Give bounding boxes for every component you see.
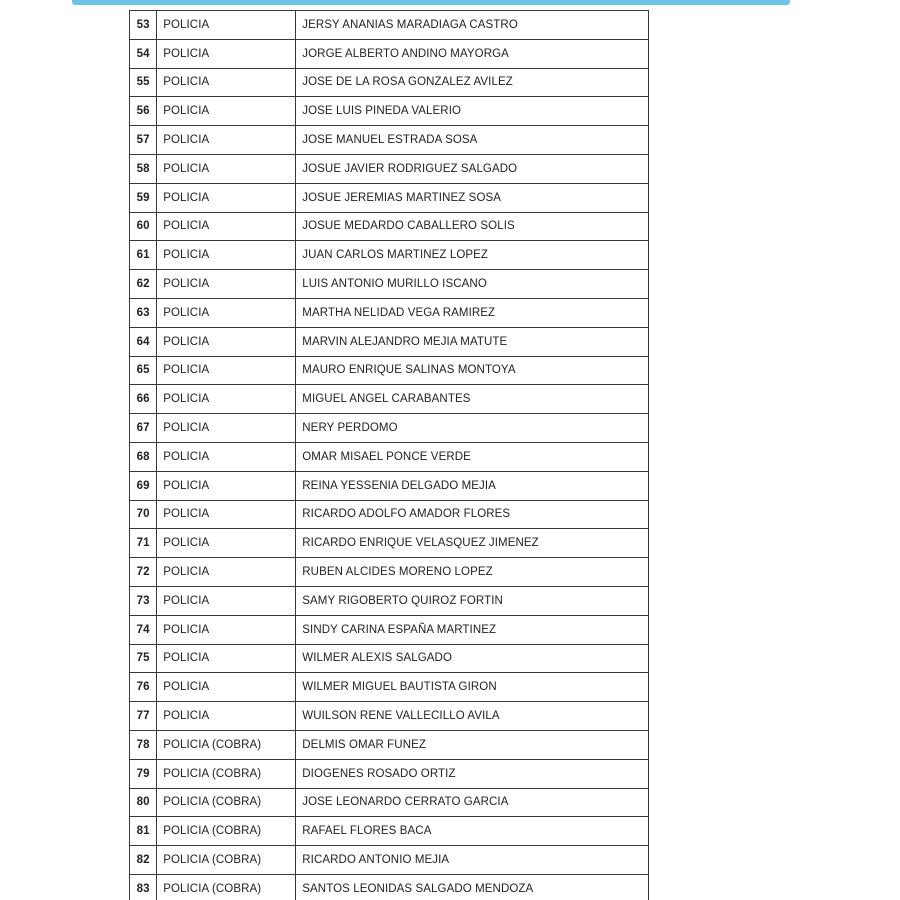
row-number: 75 (130, 644, 157, 673)
row-cargo: POLICIA (157, 298, 296, 327)
row-cargo: POLICIA (157, 11, 296, 40)
row-name: JOSE DE LA ROSA GONZALEZ AVILEZ (296, 68, 649, 97)
row-number: 58 (130, 154, 157, 183)
table-row (130, 586, 649, 615)
row-name: SAMY RIGOBERTO QUIROZ FORTIN (296, 586, 649, 615)
row-cargo: POLICIA (COBRA) (157, 730, 296, 759)
row-number: 62 (130, 270, 157, 299)
row-number: 80 (130, 788, 157, 817)
table-row (130, 615, 649, 644)
row-cargo: POLICIA (157, 414, 296, 443)
row-name: JOSE LEONARDO CERRATO GARCIA (296, 788, 649, 817)
table-row (130, 874, 649, 900)
table-row (130, 385, 649, 414)
row-number: 72 (130, 558, 157, 587)
table-row (130, 327, 649, 356)
row-name: MAURO ENRIQUE SALINAS MONTOYA (296, 356, 649, 385)
table-row (130, 212, 649, 241)
row-cargo: POLICIA (157, 529, 296, 558)
row-cargo: POLICIA (157, 183, 296, 212)
row-name: JOSUE JAVIER RODRIGUEZ SALGADO (296, 154, 649, 183)
row-number: 67 (130, 414, 157, 443)
row-name: JERSY ANANIAS MARADIAGA CASTRO (296, 11, 649, 40)
row-number: 81 (130, 817, 157, 846)
row-name: SINDY CARINA ESPAÑA MARTINEZ (296, 615, 649, 644)
row-cargo: POLICIA (157, 644, 296, 673)
row-cargo: POLICIA (157, 471, 296, 500)
row-number: 53 (130, 11, 157, 40)
row-cargo: POLICIA (157, 68, 296, 97)
table-row (130, 39, 649, 68)
row-cargo: POLICIA (157, 97, 296, 126)
table-row (130, 702, 649, 731)
row-cargo: POLICIA (157, 327, 296, 356)
header-rule (72, 0, 790, 5)
row-name: DIOGENES ROSADO ORTIZ (296, 759, 649, 788)
row-name: JOSE MANUEL ESTRADA SOSA (296, 126, 649, 155)
row-number: 66 (130, 385, 157, 414)
roster-table (129, 10, 649, 900)
roster-table-body (130, 11, 649, 900)
row-cargo: POLICIA (COBRA) (157, 846, 296, 875)
row-cargo: POLICIA (157, 558, 296, 587)
table-row (130, 471, 649, 500)
table-row (130, 68, 649, 97)
table-row (130, 846, 649, 875)
row-number: 69 (130, 471, 157, 500)
row-cargo: POLICIA (157, 39, 296, 68)
row-number: 70 (130, 500, 157, 529)
row-name: LUIS ANTONIO MURILLO ISCANO (296, 270, 649, 299)
table-row (130, 730, 649, 759)
row-number: 63 (130, 298, 157, 327)
row-number: 71 (130, 529, 157, 558)
row-name: WUILSON RENE VALLECILLO AVILA (296, 702, 649, 731)
row-number: 77 (130, 702, 157, 731)
row-name: RICARDO ENRIQUE VELASQUEZ JIMENEZ (296, 529, 649, 558)
row-name: WILMER ALEXIS SALGADO (296, 644, 649, 673)
row-name: NERY PERDOMO (296, 414, 649, 443)
row-number: 82 (130, 846, 157, 875)
row-cargo: POLICIA (157, 154, 296, 183)
table-row (130, 759, 649, 788)
row-cargo: POLICIA (COBRA) (157, 817, 296, 846)
table-row (130, 298, 649, 327)
row-cargo: POLICIA (157, 586, 296, 615)
table-row (130, 442, 649, 471)
row-cargo: POLICIA (157, 241, 296, 270)
row-cargo: POLICIA (157, 385, 296, 414)
table-row (130, 788, 649, 817)
table-row (130, 817, 649, 846)
table-row (130, 270, 649, 299)
row-name: JORGE ALBERTO ANDINO MAYORGA (296, 39, 649, 68)
row-name: JOSUE JEREMIAS MARTINEZ SOSA (296, 183, 649, 212)
table-row (130, 529, 649, 558)
row-cargo: POLICIA (157, 702, 296, 731)
row-cargo: POLICIA (157, 356, 296, 385)
row-number: 79 (130, 759, 157, 788)
row-name: MARVIN ALEJANDRO MEJIA MATUTE (296, 327, 649, 356)
table-row (130, 241, 649, 270)
row-name: RICARDO ANTONIO MEJIA (296, 846, 649, 875)
row-number: 65 (130, 356, 157, 385)
row-name: WILMER MIGUEL BAUTISTA GIRON (296, 673, 649, 702)
row-number: 78 (130, 730, 157, 759)
row-cargo: POLICIA (COBRA) (157, 788, 296, 817)
row-number: 55 (130, 68, 157, 97)
table-row (130, 11, 649, 40)
row-cargo: POLICIA (157, 673, 296, 702)
row-cargo: POLICIA (157, 212, 296, 241)
row-number: 76 (130, 673, 157, 702)
row-cargo: POLICIA (COBRA) (157, 759, 296, 788)
row-cargo: POLICIA (157, 500, 296, 529)
row-number: 83 (130, 874, 157, 900)
table-row (130, 356, 649, 385)
row-number: 54 (130, 39, 157, 68)
table-row (130, 414, 649, 443)
row-number: 57 (130, 126, 157, 155)
row-number: 61 (130, 241, 157, 270)
row-number: 74 (130, 615, 157, 644)
row-name: RUBEN ALCIDES MORENO LOPEZ (296, 558, 649, 587)
row-name: REINA YESSENIA DELGADO MEJIA (296, 471, 649, 500)
row-name: MIGUEL ANGEL CARABANTES (296, 385, 649, 414)
row-name: MARTHA NELIDAD VEGA RAMIREZ (296, 298, 649, 327)
row-number: 59 (130, 183, 157, 212)
row-name: RICARDO ADOLFO AMADOR FLORES (296, 500, 649, 529)
row-cargo: POLICIA (157, 615, 296, 644)
row-number: 64 (130, 327, 157, 356)
row-number: 60 (130, 212, 157, 241)
table-row (130, 673, 649, 702)
row-name: DELMIS OMAR FUNEZ (296, 730, 649, 759)
row-number: 56 (130, 97, 157, 126)
row-number: 68 (130, 442, 157, 471)
table-row (130, 183, 649, 212)
row-cargo: POLICIA (COBRA) (157, 874, 296, 900)
row-number: 73 (130, 586, 157, 615)
row-name: JOSUE MEDARDO CABALLERO SOLIS (296, 212, 649, 241)
table-row (130, 97, 649, 126)
row-cargo: POLICIA (157, 126, 296, 155)
row-name: RAFAEL FLORES BACA (296, 817, 649, 846)
table-row (130, 154, 649, 183)
row-name: SANTOS LEONIDAS SALGADO MENDOZA (296, 874, 649, 900)
row-cargo: POLICIA (157, 270, 296, 299)
row-cargo: POLICIA (157, 442, 296, 471)
row-name: JUAN CARLOS MARTINEZ LOPEZ (296, 241, 649, 270)
row-name: JOSE LUIS PINEDA VALERIO (296, 97, 649, 126)
table-row (130, 558, 649, 587)
row-name: OMAR MISAEL PONCE VERDE (296, 442, 649, 471)
table-row (130, 644, 649, 673)
table-row (130, 500, 649, 529)
table-row (130, 126, 649, 155)
